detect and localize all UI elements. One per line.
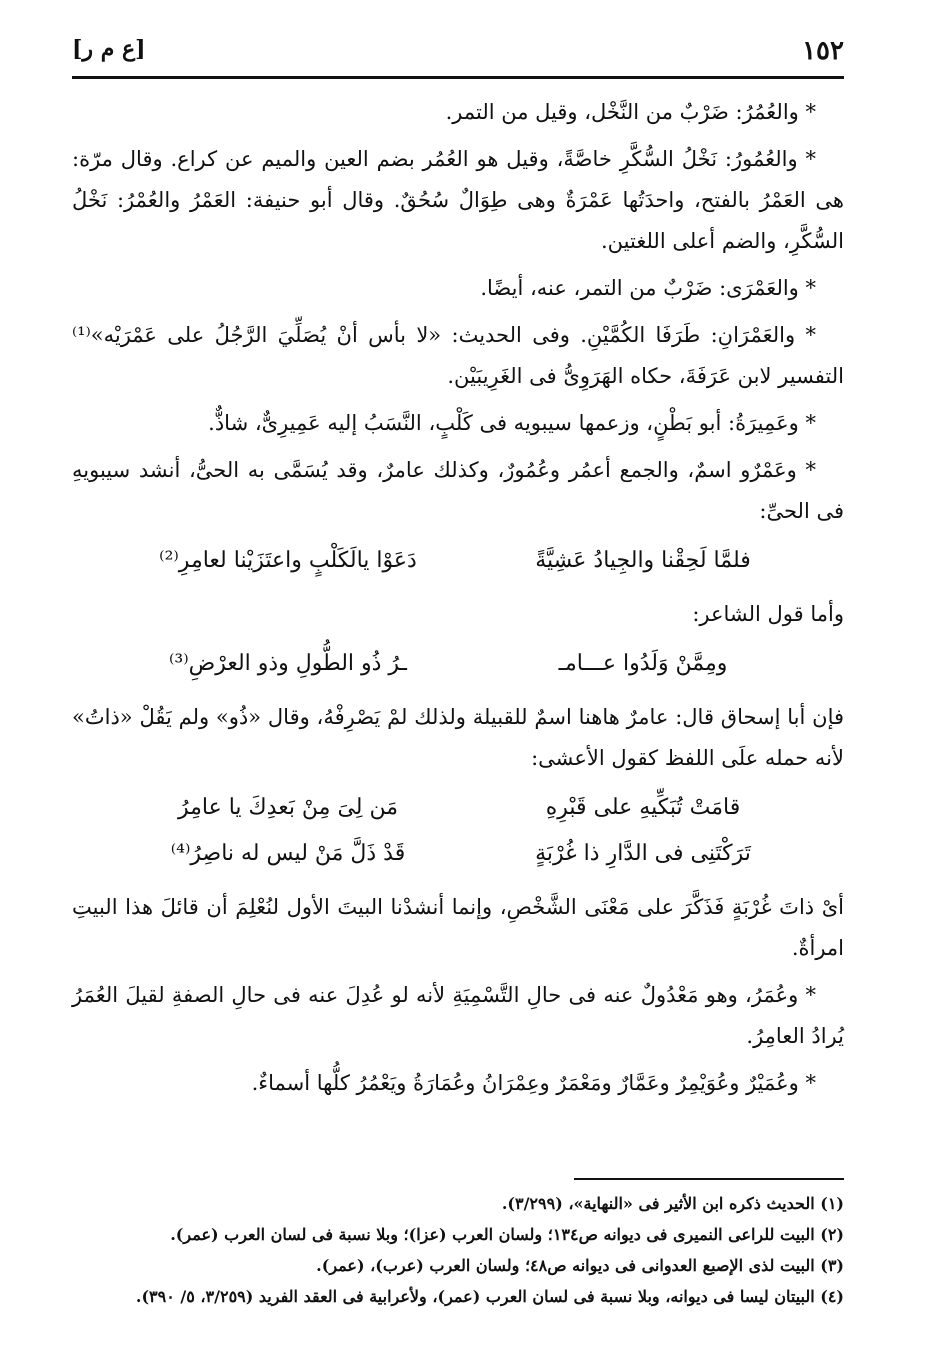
verse-first-hemistich: قامَتْ تُبَكِّيهِ على قَبْرِهِ <box>545 795 741 820</box>
verse-line <box>72 831 844 877</box>
footnote: (٣) البيت لذى الإصبع العدوانى فى ديوانه ص٤٨؛ ولسان العرب (عرب)، (عمر). <box>316 1256 844 1275</box>
verse-line <box>72 641 844 687</box>
verse-second-hemistich: قَدْ ذَلَّ مَنْ ليس له ناصِرُ⁽⁴⁾ <box>170 841 406 866</box>
verse-first-hemistich: ومِمَّنْ وَلَدُوا عـــامـ <box>558 651 728 676</box>
entry-paragraph: * والعُمُرُ: ضَرْبٌ من النَّخْل، وقيل من التمر. <box>445 100 816 124</box>
header-rule <box>72 76 844 79</box>
verse-first-hemistich: فلمَّا لَحِقْنا والجِيادُ عَشِيَّةً <box>535 548 751 573</box>
entry-paragraph: * والعُمُورُ: نَخْلُ السُّكَّرِ خاصَّةً، وقيل هو العُمُر بضم العين والميم عن كراع. وقال مرّة: هى العَمْرُ بالفتح، واحدَتُها عَمْرَةٌ وهى طِوَالٌ سُحُقٌ. وقال أبو حنيفة: العَمْرُ والعُمْرُ: نَخْلُ السُّكَّرِ، والضم أعلى اللغتين. <box>72 147 844 253</box>
verse-second-hemistich: دَعَوْا يالَكَلْبٍ واعتَزَيْنا لعامِرِ⁽²⁾ <box>159 548 417 573</box>
footnote: (١) الحديث ذكره ابن الأثير فى «النهاية»، (٣/٢٩٩). <box>501 1194 844 1213</box>
footnote: (٢) البيت للراعى النميرى فى ديوانه ص١٣٤؛ ولسان العرب (عزا)؛ وبلا نسبة فى لسان العرب (عمر). <box>170 1225 844 1244</box>
page-number: ١٥٢ <box>802 36 844 66</box>
verse-first-hemistich: تَرَكْتَنِى فى الدَّارِ ذا غُرْبَةٍ <box>535 841 751 866</box>
verse-line <box>72 538 844 584</box>
verse-second-hemistich: ـرُ ذُو الطُّولِ وذو العرْضِ⁽³⁾ <box>168 651 408 676</box>
footnotes <box>72 1188 844 1312</box>
verse-second-hemistich: مَن لِىَ مِنْ بَعدِكَ يا عامِرُ <box>177 795 399 820</box>
entry-paragraph: * والعَمْرَى: ضَرْبٌ من التمر، عنه، أيضًا. <box>480 276 816 300</box>
entry-paragraph: * وعَمْرٌو اسمٌ، والجمع أعمُر وعُمُورٌ، وكذلك عامرٌ، وقد يُسَمَّى به الحىُّ، أنشد سيبويهِ فى الحىِّ: <box>72 458 844 523</box>
footnote-rule <box>574 1178 844 1180</box>
footnote: (٤) البيتان ليسا فى ديوانه، وبلا نسبة فى لسان العرب (عمر)، ولأعرابية فى العقد الفريد (٣/٢٥٩، ٥/ ٣٩٠). <box>135 1287 844 1306</box>
root-letters-header: [ع م ر] <box>72 36 146 62</box>
main-text <box>72 92 844 1110</box>
entry-paragraph: وأما قول الشاعر: <box>692 602 844 626</box>
entry-paragraph: * وعُمَرُ، وهو مَعْدُولٌ عنه فى حالِ التَّسْمِيَةِ لأنه لو عُدِلَ عنه فى حالِ الصفةِ لقيلَ العُمَرُ يُرادُ العامِرُ. <box>72 983 844 1048</box>
entry-paragraph: * وعَمِيرَةُ: أبو بَطْنٍ، وزعمها سيبويه فى كَلْبٍ، النَّسَبُ إليه عَمِيرِىٌّ، شاذٌّ. <box>208 411 816 435</box>
entry-paragraph: * والعَمْرَانِ: طَرَفَا الكُمَّيْنِ. وفى الحديث: «لا بأس أنْ يُصَلِّيَ الرَّجُلُ على عَمْرَيْه»⁽¹⁾ التفسير لابن عَرَفَةَ، حكاه الهَرَوِىُّ فى الغَرِيبَيْن. <box>72 323 844 388</box>
entry-paragraph: فإن أبا إسحاق قال: عامرٌ هاهنا اسمٌ للقبيلة ولذلك لمْ يَصْرِفْهُ، وقال «ذُو» ولم يَقُلْ «ذاتُ» لأنه حمله علَى اللفظ كقول الأعشى: <box>72 705 844 770</box>
entry-paragraph: * وعُمَيْرٌ وعُوَيْمِرٌ وعَمَّارٌ ومَعْمَرٌ وعِمْرَانُ وعُمَارَةُ ويَعْمُرُ كلُّها أسماءٌ. <box>251 1071 816 1095</box>
verse-line <box>72 785 844 831</box>
entry-paragraph: أىْ ذاتَ غُرْبَةٍ فَذَكَّرَ على مَعْنَى الشَّخْصِ، وإنما أنشدْنا البيتَ الأول لنُعْلِمَ أن قائلَ هذا البيتِ امرأةٌ. <box>72 895 844 960</box>
